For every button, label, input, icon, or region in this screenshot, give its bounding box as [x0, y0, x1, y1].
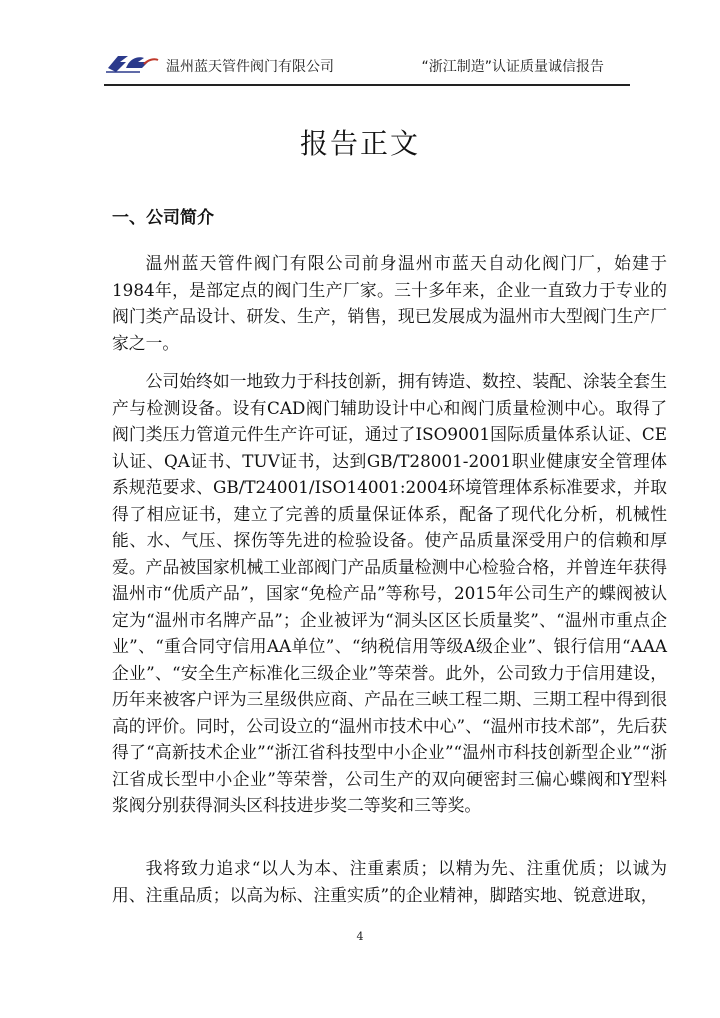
paragraph-intro: 温州蓝天管件阀门有限公司前身温州市蓝天自动化阀门厂，始建于1984年，是部定点的阀门生产厂家。三十多年来，企业一直致力于专业的阀门类产品设计、研发、生产，销售，现已发展成为温州市大型阀门生产厂家之一。 — [112, 253, 667, 353]
report-name: “浙江制造”认证质量诚信报告 — [421, 59, 604, 75]
section-heading: 一、公司简介 — [112, 208, 214, 228]
paragraph-details: 公司始终如一地致力于科技创新，拥有铸造、数控、装配、涂装全套生产与检测设备。设有CAD阀门辅助设计中心和阀门质量检测中心。取得了阀门类压力管道元件生产许可证，通过了ISO9001国际质量体系认证、CE认证、QA证书、TUV证书，达到GB/T28001-2001职业健康安全管理体系规范要求、GB/T24001/ISO14001:2004环境管理体系标准要求，并取得了相应证书，建立了完善的质量保证体系，配备了现代化分析，机械性能、水、气压、探伤等先进的检验设备。使产品质量深受用户的信赖和厚爱。产品被国家机械工业部阀门产品质量检测中心检验合格，并曾连年获得温州市“优质产品”，国家“免检产品”等称号，2015年公司生产的蝶阀被认定为“温州市名牌产品”；企业被评为“洞头区区长质量奖”、“温州市重点企业”、“重合同守信用AA单位”、“纳税信用等级A级企业”、银行信用“AAA企业”、“安全生产标准化三级企业”等荣誉。此外，公司致力于信用建设，历年来被客户评为三星级供应商、产品在三峡工程二期、三期工程中得到很高的评价。同时，公司设立的“温州市技术中心”、“温州市技术部”，先后获得了“高新技术企业”“浙江省科技型中小企业”“温州市科技创新型企业”“浙江省成长型中小企业”等荣誉，公司生产的双向硬密封三偏心蝶阀和Y型料浆阀分别获得洞头区科技进步奖二等奖和三等奖。 — [112, 371, 667, 815]
paragraph-spirit: 我将致力追求“以人为本、注重素质；以精为先、注重优质；以诚为用、注重品质；以高为标、注重实质”的企业精神，脚踏实地、锐意进取， — [112, 858, 667, 905]
company-name: 温州蓝天管件阀门有限公司 — [166, 59, 334, 75]
feitian-logo — [104, 50, 160, 76]
page-number: 4 — [356, 930, 364, 943]
page-header — [104, 44, 630, 86]
page-title: 报告正文 — [299, 127, 420, 160]
